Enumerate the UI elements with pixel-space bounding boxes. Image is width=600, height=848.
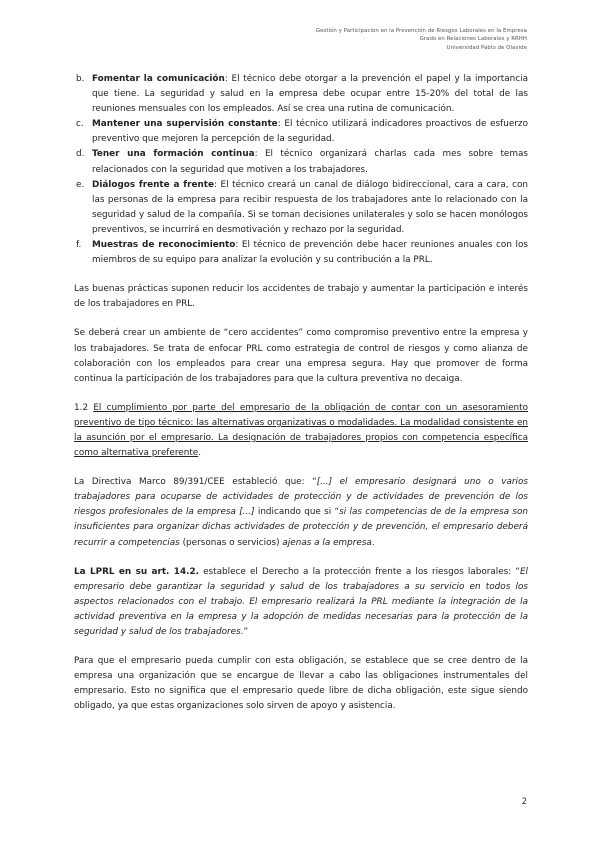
- list-item: [74, 72, 528, 117]
- list-item-text: : El técnico creará un canal de diálogo bidireccional, cara a cara, con las personas de la empresa para recibir respuesta de los trabajadores ante lo relacionado con la seguridad y salud de la compañía. Si se toman decisiones unilaterales y solo se hacen monólogos preventivos, se incurrirá en desmotivación y rechazo por la seguridad.: [92, 179, 529, 235]
- list-item: [74, 178, 528, 238]
- section-title-end: .: [198, 448, 202, 459]
- list-item: [74, 117, 528, 147]
- text-run: establece el Derecho a la protección frente a los riesgos laborales: “: [198, 566, 520, 577]
- list-marker: f.: [76, 240, 82, 251]
- list-item-text: : El técnico utilizará indicadores proactivos de esfuerzo preventivo que mejoren la percepción de la seguridad.: [92, 119, 528, 145]
- list-marker: d.: [76, 149, 85, 160]
- quote-run: [...] el empresario designará uno o varios trabajadores para ocuparse de actividades de protección y de actividades de prevención de los riesgos profesionales de la empresa [...]: [74, 477, 528, 518]
- list-item: [74, 238, 528, 268]
- document-body: [74, 72, 528, 714]
- page-header: [316, 27, 527, 52]
- text-run: .: [371, 537, 375, 548]
- list-item-text: : El técnico organizará charlas cada mes sobre temas relacionados con la seguridad que motiven a los trabajadores.: [92, 149, 528, 175]
- quote-run: El empresario debe garantizar la seguridad y salud de los trabajadores a su servicio en todos los aspectos relacionados con el trabajo. El empresario realizará la PRL mediante la integración de la actividad preventiva en la empresa y la adopción de medidas necesarias para la protección de la seguridad y salud de los trabajadores: [74, 566, 529, 637]
- paragraph-directive: [74, 475, 528, 550]
- header-course: Gestión y Participación en la Prevención de Riesgos Laborales en la Empresa: [315, 28, 527, 34]
- section-number: 1.2: [74, 402, 89, 413]
- paragraph-zero-accidents: Se deberá crear un ambiente de “cero accidentes” como compromiso preventivo entre la empresa y los trabajadores. Se trata de enfocar PRL como estrategia de control de riesgos y como alianza de colaboración con los empleados para crear una empresa segura. Hay que promover de forma continua la participación de los trabajadores para que la cultura preventiva no decaiga.: [74, 328, 528, 384]
- list-item-title: Tener una formación continua: [92, 149, 255, 160]
- quote-run: si las competencias de de la empresa son insuficientes para organizar dichas actividades de protección y de prevención, el empresario deberá recurrir a competencias: [74, 507, 528, 548]
- header-university: Universidad Pablo de Olavide: [446, 44, 527, 51]
- text-run: .”: [240, 627, 249, 637]
- header-degree: Grado en Relaciones Laborales y RRHH: [419, 36, 527, 43]
- text-run: (personas o servicios): [179, 537, 283, 548]
- list-item-title: Fomentar la comunicación: [92, 74, 225, 84]
- text-run: indicando que si “: [254, 507, 340, 518]
- list-marker: c.: [76, 119, 84, 130]
- quote-run: ajenas a la empresa: [282, 537, 372, 548]
- list-item-title: Diálogos frente a frente: [92, 179, 214, 190]
- list-item: [74, 147, 528, 177]
- list-item-title: Mantener una supervisión constante: [92, 119, 278, 130]
- list-item-text: : El técnico debe otorgar a la prevención el papel y la importancia que tiene. La seguridad y salud en la empresa debe ocupar entre 15-20% del total de las reuniones mensuales con los empleados. Así se crea una rutina de comunicación.: [92, 74, 528, 115]
- list-item-text: : El técnico de prevención debe hacer reuniones anuales con los miembros de su equipo para analizar la evolución y su contribución a la PRL.: [92, 240, 528, 266]
- paragraph-good-practices: Las buenas prácticas suponen reducir los accidentes de trabajo y aumentar la participación e interés de los trabajadores en PRL.: [74, 284, 528, 310]
- page-number: 2: [521, 797, 527, 807]
- list-marker: b.: [76, 74, 85, 84]
- paragraph-lprl: [74, 565, 528, 640]
- section-title: El cumplimiento por parte del empresario de la obligación de contar con un asesoramiento preventivo de tipo técnico: las alternativas organizativas o modalidades. La modalidad consistente en la asunción por el empresario. La designación de trabajadores propios con competencia específica como alternativa preferente: [74, 402, 529, 459]
- list-item-title: Muestras de reconocimiento: [92, 240, 236, 251]
- bold-run: La LPRL en su art. 14.2.: [74, 566, 199, 577]
- text-run: La Directiva Marco 89/391/CEE estableció que: “: [74, 477, 317, 488]
- practices-list: [74, 72, 528, 268]
- list-marker: e.: [76, 179, 85, 190]
- section-heading: [74, 401, 528, 461]
- paragraph-obligation: Para que el empresario pueda cumplir con esta obligación, se establece que se cree dentro de la empresa una organización que se encargue de llevar a cabo las obligaciones instrumentales del empresario. Esto no significa que el empresario quede libre de dicha obligación, este sigue siendo obligado, ya que estas organizaciones solo sirven de apoyo y asistencia.: [74, 656, 528, 712]
